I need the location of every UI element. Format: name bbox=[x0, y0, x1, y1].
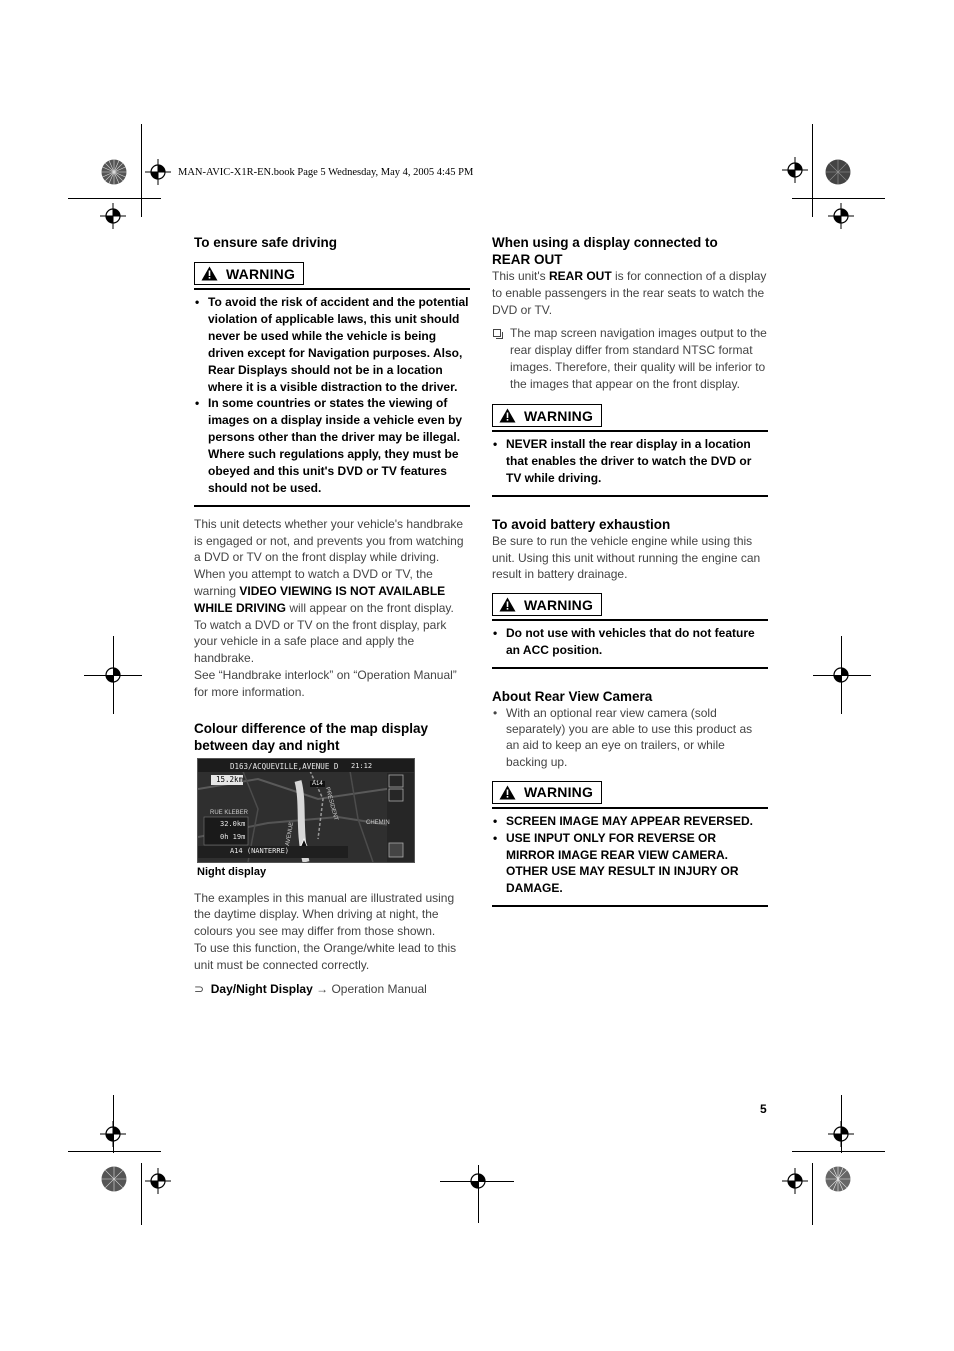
warning-triangle-icon bbox=[499, 408, 516, 423]
crop-mark bbox=[141, 1163, 142, 1225]
map-route-tag: A14 bbox=[312, 780, 323, 787]
warning-list bbox=[492, 809, 768, 906]
section-title-colour: Colour difference of the map display between day and night bbox=[194, 720, 429, 753]
body-paragraph: To use this function, the Orange/white lead to this unit must be connected correctly. bbox=[194, 941, 457, 972]
section-title-camera: About Rear View Camera bbox=[492, 688, 653, 704]
file-info-header: MAN-AVIC-X1R-EN.book Page 5 Wednesday, May 4, 2005 4:45 PM bbox=[178, 167, 474, 178]
body-paragraph: Be sure to run the vehicle engine while using this unit. Using this unit without running the engine can result in battery drainage. bbox=[492, 533, 761, 582]
map-street-label: CHEMIN bbox=[366, 819, 390, 826]
figure-caption: Night display bbox=[197, 865, 267, 878]
warning-item: • USE INPUT ONLY FOR REVERSE OR MIRROR IMAGE REAR VIEW CAMERA. OTHER USE MAY RESULT IN INJURY OR DAMAGE. bbox=[492, 830, 768, 898]
registration-mark-icon bbox=[828, 662, 854, 688]
section-title-rear-out: When using a display connected to REAR OUT bbox=[492, 235, 718, 267]
warning-list bbox=[492, 432, 768, 495]
map-road-name: D163/ACQUEVILLE,AVENUE D bbox=[230, 761, 339, 771]
crop-mark bbox=[68, 1151, 161, 1152]
left-column bbox=[194, 234, 470, 997]
arrow-right-icon: → bbox=[316, 981, 329, 996]
crop-mark bbox=[68, 198, 161, 199]
color-target-icon bbox=[825, 1166, 851, 1192]
reference-symbol-icon: ⊃ bbox=[194, 981, 205, 996]
registration-mark-icon bbox=[145, 1168, 171, 1194]
crop-mark bbox=[792, 198, 885, 199]
warning-list bbox=[194, 290, 470, 505]
map-dest-distance: 32.0km bbox=[220, 819, 246, 828]
registration-mark-icon bbox=[145, 159, 171, 185]
crop-mark bbox=[812, 1163, 813, 1225]
warning-item: • NEVER install the rear display in a location that enables the driver to watch the DVD or TV while driving. bbox=[492, 436, 768, 487]
warning-triangle-icon bbox=[201, 266, 218, 281]
map-street-label: RUE KLEBER bbox=[210, 809, 249, 816]
registration-mark-icon bbox=[782, 157, 808, 183]
body-paragraph: This unit's REAR OUT is for connection of a display to enable passengers in the rear seats to watch the DVD or TV. bbox=[492, 269, 767, 317]
body-paragraph: This unit detects whether your vehicle's handbrake is engaged or not, and prevents you from watching a DVD or TV on the front display while driving. When you attempt to watch a DVD or TV, the warning VIDEO VIEWING IS NOT AVAILABLE WHILE DRIVING will appear on the front display. bbox=[194, 516, 464, 615]
warning-list bbox=[492, 621, 768, 667]
crop-mark bbox=[812, 124, 813, 217]
warning-label: WARNING bbox=[492, 781, 602, 804]
right-column bbox=[492, 234, 768, 907]
color-target-icon bbox=[101, 1166, 127, 1192]
bullet-list bbox=[492, 705, 768, 770]
registration-mark-icon bbox=[465, 1168, 491, 1194]
note-item: The map screen navigation images output to the rear display differ from standard NTSC format images. Therefore, their quality will be inferior to the images that appear on the front display. bbox=[492, 325, 768, 393]
warning-label: WARNING bbox=[194, 262, 304, 285]
color-target-icon bbox=[825, 159, 851, 185]
section-title-battery: To avoid battery exhaustion bbox=[492, 516, 671, 532]
warning-triangle-icon bbox=[499, 597, 516, 612]
registration-mark-icon bbox=[100, 203, 126, 229]
map-street-label: AVENUE bbox=[285, 821, 296, 847]
map-clock: 21:12 bbox=[351, 761, 373, 770]
warning-item: • SCREEN IMAGE MAY APPEAR REVERSED. bbox=[492, 813, 768, 830]
warning-item: • In some countries or states the viewing of images on a display inside a vehicle even by persons other than the driver may be illegal. Where such regulations apply, they must be obeyed and this unit's DVD or TV features should not be used. bbox=[194, 395, 470, 496]
crop-mark bbox=[792, 1151, 885, 1152]
warning-item: • Do not use with vehicles that do not feature an ACC position. bbox=[492, 625, 768, 659]
list-item: • With an optional rear view camera (sold separately) you are able to use this product as an aid to keep an eye on trailers, or while backing up. bbox=[492, 705, 768, 770]
crop-mark bbox=[141, 124, 142, 217]
warning-box bbox=[492, 404, 768, 497]
warning-item: • To avoid the risk of accident and the potential violation of applicable laws, this unit should never be used while the vehicle is being driven except for Navigation purposes. Also, Rear Displays should not be in a location where it is a visible distraction to the driver. bbox=[194, 294, 470, 395]
color-target-icon bbox=[101, 159, 127, 185]
body-paragraph: See “Handbrake interlock” on “Operation Manual” for more information. bbox=[194, 668, 457, 699]
map-distance: 15.2km bbox=[216, 774, 244, 784]
warning-label: WARNING bbox=[492, 404, 602, 427]
registration-mark-icon bbox=[782, 1168, 808, 1194]
registration-mark-icon bbox=[100, 1121, 126, 1147]
map-eta: 0h 19m bbox=[220, 832, 246, 841]
warning-triangle-icon bbox=[499, 785, 516, 800]
registration-mark-icon bbox=[100, 662, 126, 688]
body-paragraph: The examples in this manual are illustrated using the daytime display. When driving at night, the colours you see may differ from those shown. bbox=[194, 890, 455, 939]
warning-label: WARNING bbox=[492, 593, 602, 616]
map-bottom-road: A14 (NANTERRE) bbox=[230, 846, 290, 855]
section-title-safe-driving: To ensure safe driving bbox=[194, 235, 338, 250]
warning-box bbox=[492, 781, 768, 908]
registration-mark-icon bbox=[828, 1121, 854, 1147]
night-display-figure bbox=[197, 758, 470, 878]
warning-box bbox=[194, 262, 470, 507]
body-paragraph: To watch a DVD or TV on the front display, park your vehicle in a safe place and apply the handbrake. bbox=[194, 617, 447, 666]
registration-mark-icon bbox=[828, 203, 854, 229]
note-checkbox-icon bbox=[493, 329, 501, 337]
warning-box bbox=[492, 593, 768, 669]
page-number: 5 bbox=[760, 1102, 767, 1116]
map-street-label: PRESIDENT bbox=[323, 786, 339, 822]
night-map-screenshot bbox=[197, 758, 415, 863]
cross-reference: ⊃ Day/Night Display → Operation Manual bbox=[194, 981, 427, 996]
